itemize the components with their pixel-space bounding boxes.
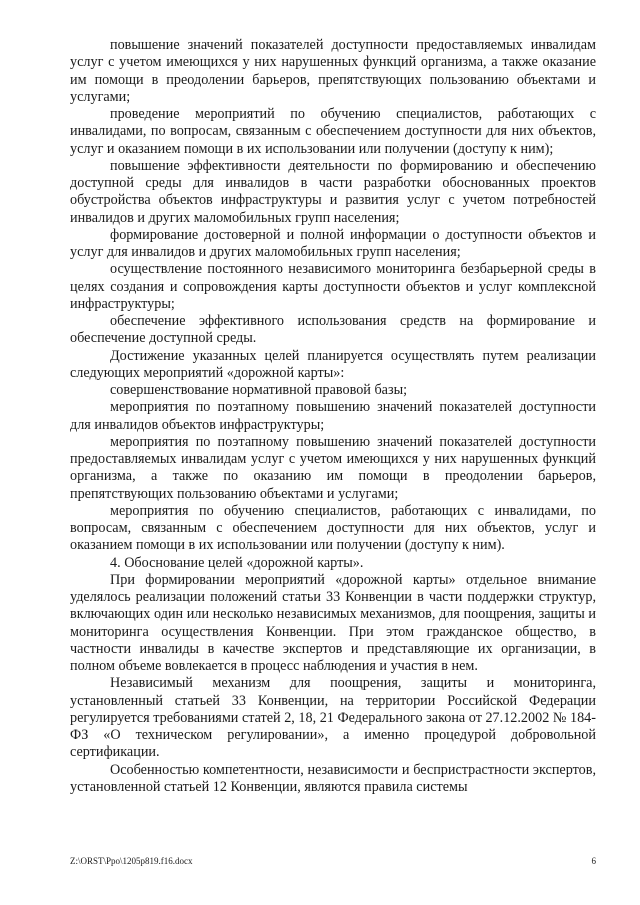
paragraph: формирование достоверной и полной информации о доступности объектов и услуг для инвалидов и других маломобильных групп населения; [70, 226, 596, 260]
paragraph: Достижение указанных целей планируется осуществлять путем реализации следующих мероприятий «дорожной карты»: [70, 347, 596, 381]
paragraph: проведение мероприятий по обучению специалистов, работающих с инвалидами, по вопросам, связанным с обеспечением доступности для них объектов, услуг и оказанием помощи в их использовании или получении (доступу к ним); [70, 106, 596, 157]
document-body [70, 37, 596, 796]
paragraph: повышение значений показателей доступности предоставляемых инвалидам услуг с учетом имеющихся у них нарушенных функций организма, а также оказание им помощи в преодолении барьеров, препятствующих пользованию объектами и услугами; [70, 37, 596, 105]
paragraph: мероприятия по поэтапному повышению значений показателей доступности для инвалидов объектов инфраструктуры; [70, 399, 596, 433]
page-number: 6 [591, 856, 596, 866]
paragraph: Независимый механизм для поощрения, защиты и мониторинга, установленный статьей 33 Конвенции, на территории Российской Федерации регулируется требованиями статей 2, 18, 21 Федерального закона от 27.12.2002 № 184-ФЗ «О техническом регулировании», а именно процедурой добровольной сертификации. [70, 675, 596, 761]
paragraph: мероприятия по обучению специалистов, работающих с инвалидами, по вопросам, связанным с обеспечением доступности для них объектов, услуг и оказанием помощи в их использовании или получении (доступу к ним). [70, 502, 596, 554]
paragraph: Особенностью компетентности, независимости и беспристрастности экспертов, установленной статьей 12 Конвенции, являются правила системы [70, 761, 596, 795]
paragraph: повышение эффективности деятельности по формированию и обеспечению доступной среды для инвалидов в части разработки обоснованных проектов обустройства объектов инфраструктуры и развития услуг с учетом потребностей инвалидов и других маломобильных групп населения; [70, 157, 596, 226]
paragraph: совершенствование нормативной правовой базы; [110, 382, 408, 398]
paragraph: При формировании мероприятий «дорожной карты» отдельное внимание уделялось реализации положений статьи 33 Конвенции в части поддержки структур, включающих один или несколько независимых механизмов, для поощрения, защиты и мониторинга осуществления Конвенции. При этом гражданское общество, в частности инвалиды в качестве экспертов и представляющие их организации, в полном объеме вовлекается в процесс наблюдения и участия в нем. [70, 571, 596, 674]
paragraph: мероприятия по поэтапному повышению значений показателей доступности предоставляемых инвалидам услуг с учетом имеющихся у них нарушенных функций организма, а также по оказанию им помощи в преодолении барьеров, препятствующих пользованию объектами и услугами; [70, 433, 596, 502]
section-heading: 4. Обоснование целей «дорожной карты». [110, 554, 364, 571]
paragraph: осуществление постоянного независимого мониторинга безбарьерной среды в целях создания и сопровождения карты доступности объектов и услуг комплексной инфраструктуры; [70, 261, 596, 312]
footer-file-path: Z:\ORST\Ppo\1205p819.f16.docx [70, 856, 193, 866]
paragraph: обеспечение эффективного использования средств на формирование и обеспечение доступной среды. [70, 313, 596, 347]
